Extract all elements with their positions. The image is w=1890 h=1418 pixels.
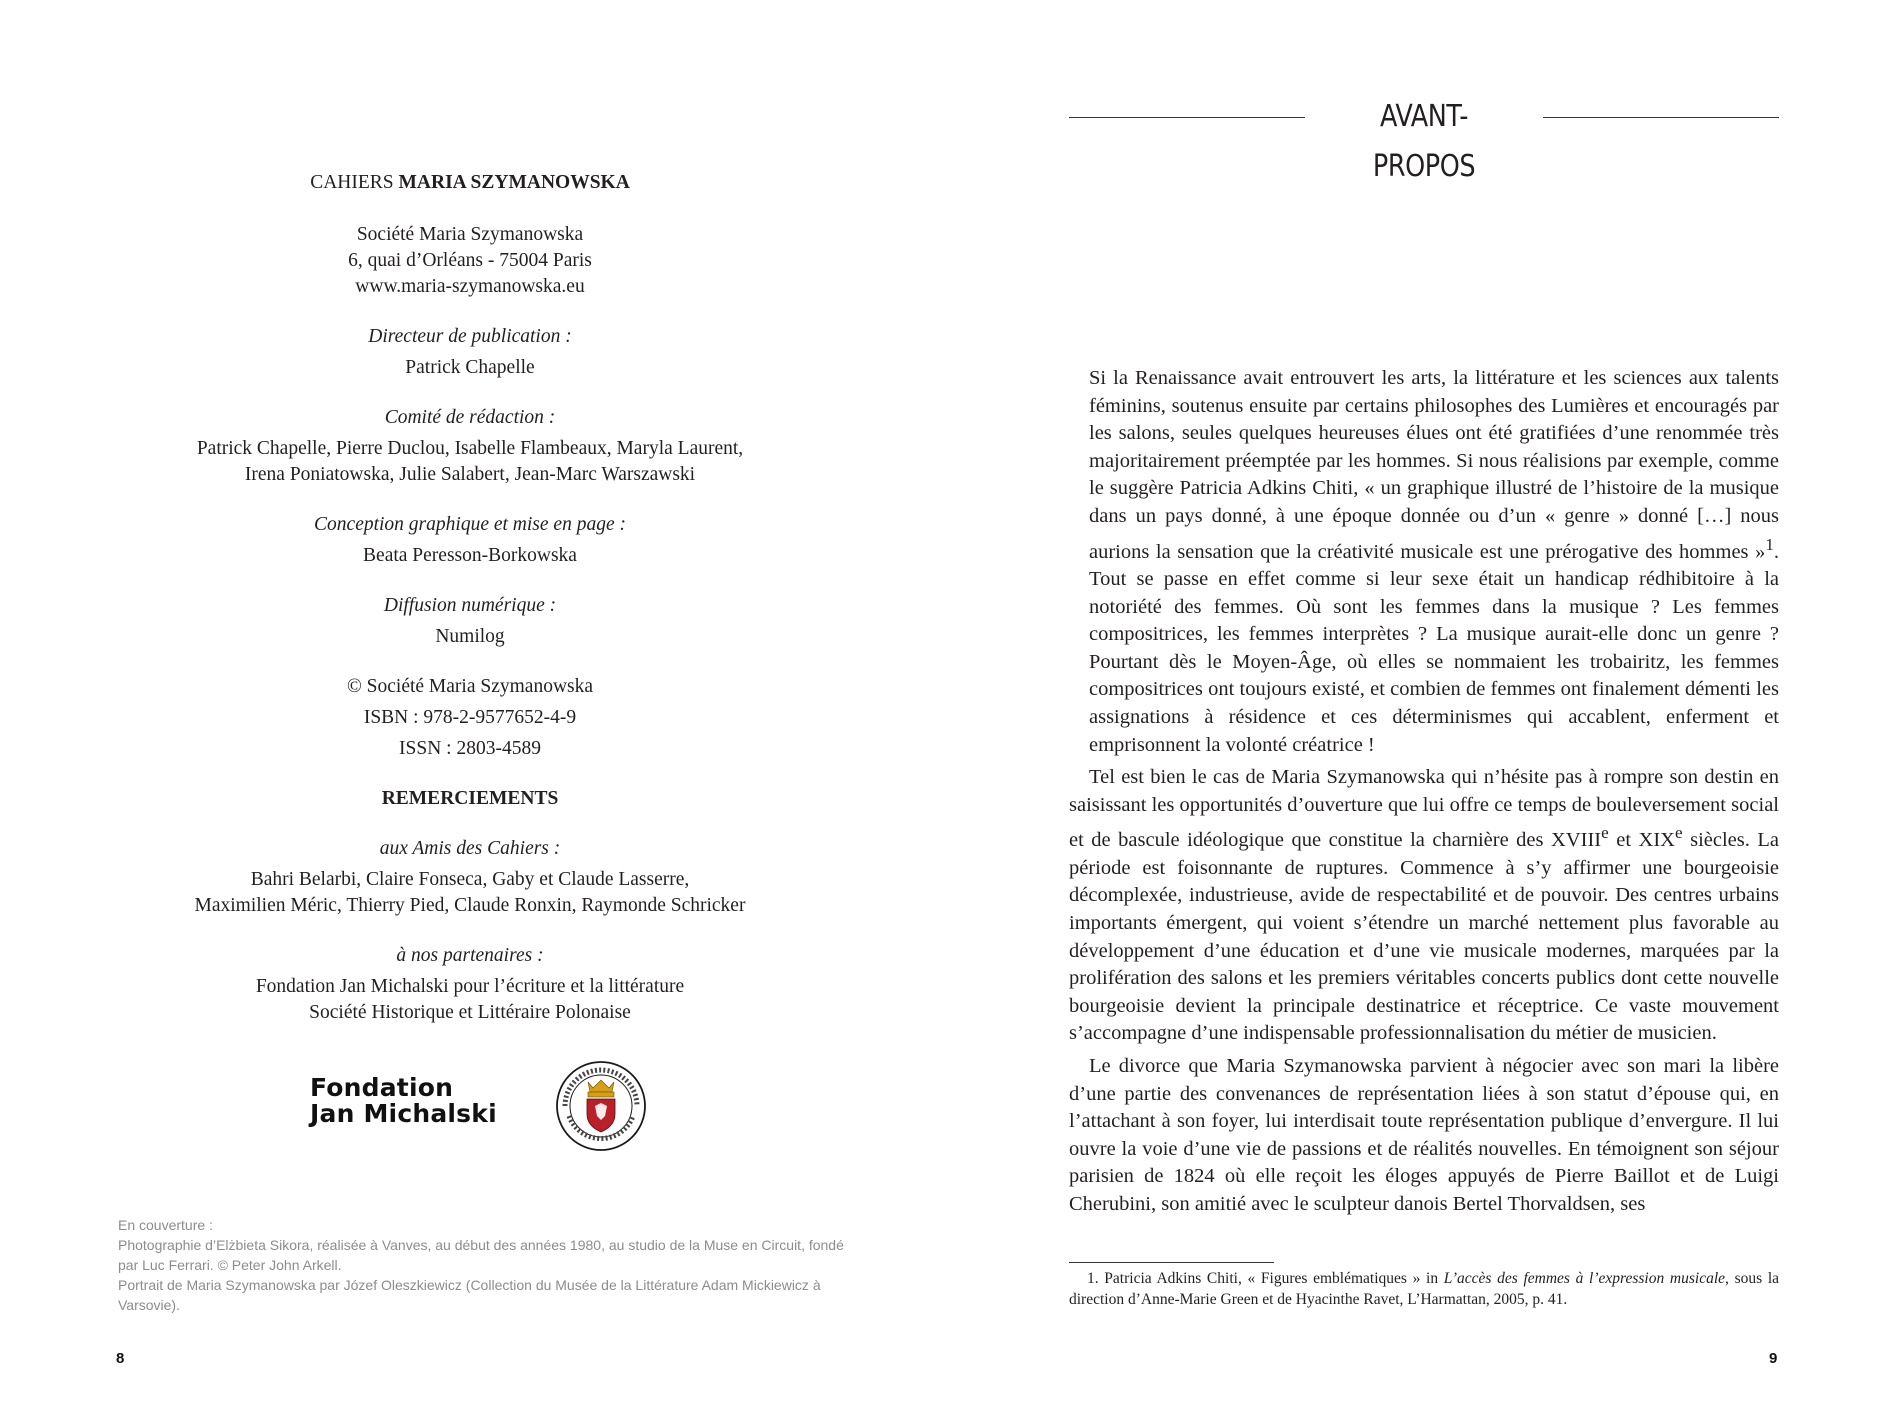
design-block [160,512,780,569]
society-street: 6, quai d’Orléans - 75004 Paris [348,250,592,271]
footnote-book-title: L’accès des femmes à l’expression musicale [1443,1270,1726,1287]
friends-block [160,836,780,919]
body-text [1069,365,1779,1223]
copyright: © Société Maria Szymanowska [346,676,594,697]
cover-credits [118,1215,858,1315]
director-label: Directeur de publication : [368,326,572,347]
credits-portrait: Portrait de Maria Szymanowska par Józef Oleszkiewicz (Collection du Musée de la Littérature Adam Mickiewicz à Varsovie). [118,1277,821,1313]
fondation-jan-michalski-logo: Fondation Jan Michalski [310,1073,497,1128]
partners-block [160,943,780,1026]
diffusion-label: Diffusion numérique : [383,595,557,616]
society-address [160,222,780,300]
societe-historique-seal-icon [555,1060,647,1152]
committee-label: Comité de rédaction : [384,407,556,428]
heading-rule-right [1543,117,1779,118]
isbn: ISBN : 978-2-9577652-4-9 [363,707,577,728]
friends-line: Bahri Belarbi, Claire Fonseca, Gaby et Claude Lasserre, [250,869,690,890]
friends-label: aux Amis des Cahiers : [379,838,561,859]
design-value: Beata Peresson-Borkowska [363,545,577,566]
diffusion-value: Numilog [435,626,505,647]
footnote: 1. Patricia Adkins Chiti, « Figures emblématiques » in L’accès des femmes à l’expression musicale, sous la direction d’Anne-Marie Green et de Hyacinthe Ravet, L’Harmattan, 2005, p. 41. [1069,1270,1780,1308]
issn: ISSN : 2803-4589 [399,738,541,759]
chapter-title: AVANT-PROPOS [1372,99,1476,184]
design-label: Conception graphique et mise en page : [314,514,626,535]
paragraph: Si la Renaissance avait entrouvert les arts, la littérature et les sciences aux talents féminins, soutenus ensuite par certains philosophes des Lumières et encouragés par les salons, seules quelques heureuses élues ont été gratifiées d’une renommée très majoritairement préemptée par les hommes. Si nous réalisions par exemple, comme le suggère Patricia Adkins Chiti, « un graphique illustré de l’histoire de la musique dans un pays donné, à une époque donnée ou d’un « genre » donné […] nous aurions la sensation que la créativité musicale est une prérogative des hommes »$^1$. Tout se passe en effet comme si leur sexe était un handicap rédhibitoire à la notoriété des femmes. Où sont les femmes dans la musique ? Les femmes compositrices, les femmes interprètes ? La musique aurait-elle donc un genre ? Pourtant dès le Moyen-Âge, où elles se nommaient les trobairitz, les femmes compositrices ont toujours existé, et combien de femmes ont finalement démenti les assignations à résidence et ces déterminismes qui accablent, enferment et emprisonnent la volonté créatrice ! [1089,367,1779,756]
partner-logos [305,1060,665,1150]
committee-line: Irena Poniatowska, Julie Salabert, Jean-Marc Warszawski [244,464,696,485]
director-block [160,324,780,381]
paragraph: Tel est bien le cas de Maria Szymanowska qui n’hésite pas à rompre son destin en saisissant les opportunités d’ouverture que lui offre ce temps de bouleversement social et de bascule idéologique que constitue la charnière des XVIIIe et XIXe siècles. La période est foisonnante de ruptures. Commence à s’y affirmer une bourgeoisie décomplexée, industrieuse, avide de respectabilité et de pouvoir. Des centres urbains importants émergent, qui voient s’étendre un marché nettement plus favorable au développement d’une éducation et d’une vie musicale modernes, marquées par la prolifération des salons et les premiers véritables concerts publics dont cette nouvelle bourgeoisie devient la principale destinatrice et réceptrice. Ce vaste mouvement s’accompagne d’une indispensable professionnalisation du métier de musicien. [1069,766,1780,1045]
footnote-reference[interactable]: 1 [1765,534,1774,554]
credits-photo: Photographie d’Elżbieta Sikora, réalisée à Vanves, au début des années 1980, au studio de la Muse en Circuit, fondé par Luc Ferrari. © Peter John Arkell. [118,1237,844,1273]
society-website: www.maria-szymanowska.eu [355,276,585,297]
friends-line: Maximilien Méric, Thierry Pied, Claude Ronxin, Raymonde Schricker [194,895,746,916]
paragraph: Le divorce que Maria Szymanowska parvient à négocier avec son mari la libère d’une partie des convenances de représentation liées à son statut d’épouse qui, en l’attachant à son foyer, lui interdisait toute représentation publique d’envergure. Il lui ouvre la voie d’une vie de passions et de réalités nouvelles. En témoignent son séjour parisien de 1824 où elle reçoit les éloges appuyés de Pierre Baillot et de Luigi Cherubini, son amitié avec le sculpteur danois Bertel Thorvaldsen, ses [1069,1054,1779,1215]
partners-line: Société Historique et Littéraire Polonaise [309,1002,631,1023]
diffusion-block [160,593,780,650]
committee-block [160,405,780,488]
director-value: Patrick Chapelle [405,357,535,378]
committee-line: Patrick Chapelle, Pierre Duclou, Isabelle Flambeaux, Maryla Laurent, [196,438,744,459]
journal-title: CAHIERS MARIA SZYMANOWSKA [310,172,630,193]
page-number-left: 8 [116,1350,125,1367]
partners-line: Fondation Jan Michalski pour l’écriture et la littérature [255,976,685,997]
chapter-heading [1069,92,1779,184]
colophon [160,170,780,1050]
partners-label: à nos partenaires : [396,945,544,966]
page-number-right: 9 [1769,1350,1778,1367]
remerciements-title: REMERCIEMENTS [381,788,559,809]
society-name: Société Maria Szymanowska [356,224,584,245]
credits-heading: En couverture : [118,1217,213,1233]
heading-rule-left [1069,117,1305,118]
footnote-rule [1069,1262,1274,1263]
copyright-block [160,674,780,762]
